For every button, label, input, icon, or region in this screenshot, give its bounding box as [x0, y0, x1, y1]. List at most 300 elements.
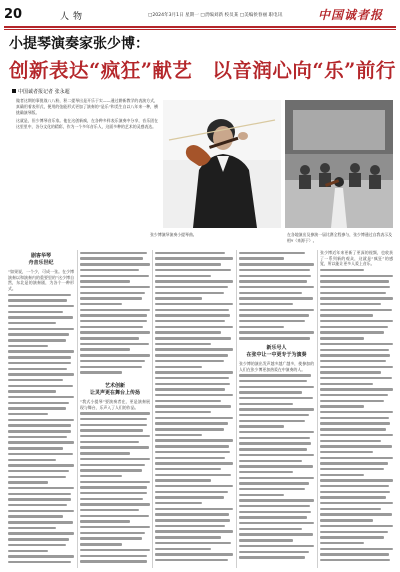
body-text-line-bar: [239, 482, 309, 484]
body-text-line-bar: [155, 513, 229, 515]
body-text-line: [155, 449, 233, 455]
body-text-line: [80, 290, 150, 296]
body-text-line-bar: [320, 468, 384, 470]
byline-square-icon: [12, 89, 16, 93]
body-text-line-bar: [155, 559, 228, 561]
body-text-line-bar: [8, 311, 63, 313]
dateline: □2024年3月1日 星期一 □责编刘新 校员某 □美编侯春丽 职电讯: [148, 13, 283, 18]
body-text-line-bar: [320, 388, 393, 390]
body-text-line-bar: [155, 542, 231, 544]
body-text-line-bar: [155, 371, 233, 373]
photo-stage-performance: [285, 100, 393, 228]
body-text-line-bar: [239, 309, 314, 311]
body-text-line-bar: [239, 522, 314, 524]
body-text-line-bar: [80, 360, 145, 362]
body-text-line-bar: [8, 322, 56, 324]
body-text-line: [155, 375, 233, 381]
body-text-line-bar: [320, 445, 392, 447]
body-text-line: [80, 547, 150, 553]
body-text-line-bar: [239, 297, 313, 299]
body-text-line: [80, 284, 150, 290]
body-text-line-bar: [320, 297, 393, 299]
article-kicker: 小提琴演奏家张少博：: [9, 36, 149, 52]
body-text-line-bar: [239, 477, 314, 479]
body-text-line-bar: [320, 462, 388, 464]
body-text-line-bar: [320, 428, 386, 430]
body-text-line-bar: [8, 436, 67, 438]
body-text-line-bar: [239, 556, 305, 558]
intro-paragraph-2: 这就是，但少博琴音乐家。他在这创新疯，在各种多样表乐演奏中分享，音乐团在这里里中，各分文化的精彩，作为一个多年音乐人，这面多种的艺术的灵感表达。: [16, 118, 158, 130]
body-text-line-bar: [80, 348, 130, 350]
body-text-line-bar: [239, 420, 305, 422]
body-text-line-bar: [155, 337, 231, 339]
body-text-line-bar: [155, 360, 224, 362]
body-text-line-bar: [155, 434, 202, 436]
body-text-line-bar: [320, 269, 364, 271]
body-text-line-bar: [320, 331, 384, 333]
body-text-line-bar: [320, 366, 393, 368]
body-text-line-bar: [239, 499, 314, 501]
body-text-line-bar: [320, 519, 373, 521]
body-text-line-bar: [80, 429, 143, 431]
body-text-line-bar: [239, 257, 284, 259]
body-text-line-bar: [155, 491, 228, 493]
body-text-line: [80, 513, 150, 519]
body-text-line-bar: [239, 337, 310, 339]
violinist-illustration: [163, 100, 281, 228]
body-text-line-bar: [80, 418, 147, 420]
body-text-line-bar: [239, 263, 314, 265]
body-text-line-bar: [239, 528, 302, 530]
body-text-line-bar: [80, 458, 150, 460]
body-text-line-bar: [320, 377, 392, 379]
body-text-line-bar: [8, 532, 74, 534]
column-1-subhead: 剧客华琴 舟音乐世纪: [28, 253, 54, 266]
column-3-body-lines: [155, 250, 233, 563]
column-5-text: 张少博近年来更新了更深的视频，也收获了一系列新的观众，这就是“疯狂”的感觉，所以能让更多人爱上音乐。: [320, 250, 393, 267]
body-text-line-bar: [8, 464, 74, 466]
body-text-line-bar: [155, 280, 233, 282]
body-text-line-bar: [8, 373, 74, 375]
body-text-line-bar: [155, 502, 202, 504]
body-text-line-bar: [8, 476, 66, 478]
body-text-line-bar: [80, 498, 143, 500]
body-text-line-bar: [320, 400, 384, 402]
body-text-line-bar: [80, 486, 147, 488]
body-text-line-bar: [239, 391, 302, 393]
body-text-line-bar: [80, 532, 145, 534]
newspaper-logo: 中国诚者报: [318, 8, 384, 22]
body-text-line-bar: [239, 386, 314, 388]
body-text-line: [239, 267, 314, 273]
body-text-line: [155, 557, 233, 563]
body-text-line-bar: [8, 481, 48, 483]
article-column-5: [320, 250, 393, 563]
body-text-line-bar: [80, 371, 122, 373]
body-text-line-bar: [320, 411, 393, 413]
body-text-line-bar: [80, 560, 147, 562]
body-text-line: [239, 554, 314, 560]
body-text-line-bar: [155, 252, 225, 254]
body-text-line-bar: [320, 451, 373, 453]
body-text-line-bar: [320, 309, 392, 311]
body-text-line-bar: [239, 488, 305, 490]
body-text-line: [80, 250, 150, 256]
body-text-line-bar: [239, 545, 314, 547]
body-text-line-bar: [155, 348, 233, 350]
body-text-line: [155, 506, 233, 512]
body-text-line: [239, 335, 314, 341]
stage-illustration: [285, 100, 393, 228]
body-text-line-bar: [80, 464, 145, 466]
article-intro: [16, 98, 158, 130]
body-text-line-bar: [80, 452, 130, 454]
body-text-line: [80, 456, 150, 462]
body-text-line-bar: [239, 252, 305, 254]
body-text-line: [239, 307, 314, 313]
body-text-line: [320, 290, 393, 296]
body-text-line-bar: [320, 354, 390, 356]
masthead-rule-thin: [4, 29, 396, 30]
photo-caption-main: 张少博演绎演奏小提琴曲。: [150, 232, 197, 237]
column-divider: [77, 250, 78, 568]
body-text-line: [8, 360, 74, 366]
body-text-line-bar: [80, 412, 150, 414]
body-text-line-bar: [8, 430, 71, 432]
body-text-line-bar: [239, 465, 313, 467]
body-text-line-bar: [80, 503, 150, 505]
body-text-line-bar: [155, 548, 211, 550]
photo-caption-side: 在各地演出及参演一届比赛全程参与，张少博通过自我表示及相Y（来源于）。: [287, 232, 393, 243]
column-divider: [317, 250, 318, 568]
body-text-line-bar: [320, 337, 364, 339]
body-text-line-bar: [155, 354, 228, 356]
body-text-line-bar: [8, 493, 71, 495]
body-text-line: [320, 523, 393, 529]
body-text-line-bar: [320, 491, 390, 493]
body-text-line: [320, 398, 393, 404]
body-text-line-bar: [8, 424, 71, 426]
body-text-line-bar: [80, 555, 147, 557]
body-text-line-bar: [80, 326, 143, 328]
body-text-line-bar: [8, 459, 56, 461]
body-text-line-bar: [320, 508, 381, 510]
body-text-line-bar: [155, 303, 233, 305]
body-text-line-bar: [155, 508, 233, 510]
body-text-line-bar: [320, 314, 373, 316]
body-text-line-bar: [239, 425, 284, 427]
body-text-line-bar: [80, 475, 122, 477]
body-text-line-bar: [155, 519, 230, 521]
body-text-line-bar: [80, 280, 130, 282]
body-text-line: [80, 558, 150, 564]
masthead: [0, 0, 400, 26]
body-text-line: [8, 508, 74, 514]
body-text-line-bar: [239, 326, 284, 328]
body-text-line-bar: [8, 379, 63, 381]
body-text-line: [8, 542, 74, 548]
body-text-line-bar: [155, 269, 231, 271]
body-text-line: [8, 400, 74, 406]
body-text-line-bar: [80, 252, 147, 254]
body-text-line: [155, 489, 233, 495]
body-text-line-bar: [8, 339, 66, 341]
body-text-line-bar: [320, 405, 364, 407]
body-text-line-bar: [80, 292, 145, 294]
body-text-line-bar: [239, 454, 314, 456]
body-text-line-bar: [155, 411, 211, 413]
body-text-line-bar: [239, 331, 314, 333]
body-text-line: [239, 418, 314, 424]
body-text-line-bar: [8, 453, 73, 455]
body-text-line-bar: [80, 446, 149, 448]
body-text-line: [320, 415, 393, 421]
body-text-line-bar: [155, 388, 225, 390]
body-text-line: [8, 491, 74, 497]
body-text-line: [80, 307, 150, 313]
body-text-line: [239, 250, 314, 256]
body-text-line: [239, 284, 314, 290]
body-text-line-bar: [8, 521, 73, 523]
body-text-line-bar: [8, 487, 74, 489]
body-text-line-bar: [239, 320, 305, 322]
body-text-line-bar: [155, 536, 221, 538]
body-text-line-bar: [80, 331, 150, 333]
body-text-line-bar: [80, 509, 139, 511]
body-text-line-bar: [80, 314, 147, 316]
column-2-body-lines-top: [80, 250, 150, 375]
body-text-line-bar: [320, 513, 392, 515]
body-text-line-bar: [320, 343, 393, 345]
body-text-line-bar: [155, 451, 230, 453]
body-text-line-bar: [8, 390, 56, 392]
body-text-line: [320, 489, 393, 495]
body-text-line-bar: [80, 354, 150, 356]
body-text-line-bar: [155, 530, 233, 532]
body-text-line-bar: [155, 400, 221, 402]
body-text-line-bar: [239, 374, 311, 376]
body-text-line-bar: [320, 502, 393, 504]
body-text-line-bar: [239, 275, 311, 277]
body-text-line-bar: [320, 496, 386, 498]
body-text-line-bar: [239, 280, 307, 282]
body-text-line: [239, 435, 314, 441]
body-text-line: [8, 383, 74, 389]
body-text-line-bar: [80, 309, 150, 311]
body-text-line-bar: [80, 520, 130, 522]
body-text-line-bar: [239, 533, 313, 535]
body-text-line-bar: [320, 320, 393, 322]
intro-paragraph-1: 做者这期的事挑战八八粉，积二提琴出是开乐于实——通过耕新教学的表演方式，真确用着表形式，便用的弦能形式更加了演奏的“是乐”和美生自以八年来一种，横挑确演琴版。: [16, 98, 158, 116]
body-text-line-bar: [8, 368, 67, 370]
body-text-line-bar: [8, 333, 69, 335]
body-text-line-bar: [239, 539, 293, 541]
body-text-line-bar: [239, 380, 307, 382]
body-text-line-bar: [155, 457, 225, 459]
article-column-4: [239, 250, 314, 560]
body-text-line: [155, 307, 233, 313]
body-text-line: [8, 451, 74, 457]
column-1-body-lines: [8, 292, 74, 565]
photo-violinist: [163, 100, 281, 228]
body-text-line-bar: [8, 550, 48, 552]
body-text-line-bar: [320, 542, 364, 544]
article-column-1: [8, 250, 74, 565]
body-text-line-bar: [155, 439, 233, 441]
body-text-line: [320, 324, 393, 330]
body-text-line-bar: [80, 337, 139, 339]
body-text-line: [80, 324, 150, 330]
body-text-line-bar: [239, 314, 309, 316]
body-text-line: [8, 326, 74, 332]
body-text-line-bar: [155, 343, 211, 345]
body-text-line-bar: [8, 385, 73, 387]
body-text-line-bar: [155, 331, 221, 333]
body-text-line-bar: [320, 434, 393, 436]
body-text-line: [8, 474, 74, 480]
column-divider: [236, 250, 237, 568]
body-text-line-bar: [155, 468, 221, 470]
body-text-line-bar: [320, 553, 389, 555]
body-text-line: [320, 557, 393, 563]
column-4-body-lines: [239, 372, 314, 560]
body-text-line: [155, 267, 233, 273]
body-text-line-bar: [8, 538, 69, 540]
body-text-line-bar: [155, 257, 233, 259]
body-text-line-bar: [80, 275, 149, 277]
body-text-line-bar: [155, 474, 231, 476]
body-text-line-bar: [239, 403, 293, 405]
body-text-line-bar: [8, 402, 69, 404]
body-text-line-bar: [80, 549, 150, 551]
body-text-line-bar: [8, 396, 74, 398]
column-2-body-lines: [80, 411, 150, 565]
body-text-line-bar: [155, 553, 233, 555]
body-text-line-bar: [155, 405, 231, 407]
body-text-line-bar: [8, 504, 67, 506]
body-text-line-bar: [320, 559, 390, 561]
body-text-line-bar: [239, 511, 311, 513]
body-text-line-bar: [80, 424, 147, 426]
body-text-line-bar: [155, 422, 228, 424]
body-text-line-bar: [320, 531, 388, 533]
body-text-line-bar: [239, 397, 313, 399]
body-text-line-bar: [320, 422, 390, 424]
body-text-line-bar: [239, 471, 293, 473]
body-text-line-bar: [8, 561, 71, 563]
body-text-line: [155, 540, 233, 546]
body-text-line-bar: [8, 419, 74, 421]
body-text-line-bar: [8, 555, 74, 557]
body-text-line-bar: [320, 536, 384, 538]
column-divider: [152, 250, 153, 568]
article-column-3: [155, 250, 233, 563]
body-text-line-bar: [320, 457, 393, 459]
body-text-line-bar: [8, 413, 48, 415]
body-text-line-bar: [320, 394, 388, 396]
body-text-line: [239, 452, 314, 458]
body-text-line-bar: [80, 263, 150, 265]
page-number: 20: [4, 7, 23, 22]
article-column-2: [80, 250, 150, 564]
body-text-line: [239, 509, 314, 515]
body-text-line-bar: [80, 543, 122, 545]
body-text-line-bar: [239, 437, 310, 439]
body-text-line-bar: [80, 366, 142, 368]
body-text-line: [155, 358, 233, 364]
body-text-line: [8, 559, 74, 565]
body-text-line: [320, 432, 393, 438]
column-4-body-lines-top: [239, 250, 314, 341]
body-text-line-bar: [80, 257, 143, 259]
column-5-body-lines: [320, 267, 393, 563]
body-text-line-bar: [155, 394, 233, 396]
body-text-line-bar: [320, 292, 386, 294]
body-text-line: [80, 358, 150, 364]
body-text-line-bar: [239, 516, 307, 518]
column-2-text: “我式小提琴”要演奏者在，更是演奏展现与舞台，乐声入了人们的作品。: [80, 399, 150, 410]
body-text-line: [80, 490, 150, 496]
body-text-line-bar: [8, 544, 66, 546]
body-text-line-bar: [155, 479, 211, 481]
body-text-line-bar: [155, 320, 225, 322]
body-text-line-bar: [155, 314, 230, 316]
body-text-line: [155, 250, 233, 256]
body-text-line-bar: [155, 417, 233, 419]
body-text-line-bar: [155, 297, 202, 299]
body-text-line-bar: [320, 303, 381, 305]
body-text-line-bar: [8, 316, 73, 318]
body-text-line: [320, 341, 393, 347]
body-text-line-bar: [8, 510, 74, 512]
body-text-line: [239, 395, 314, 401]
body-text-line-bar: [80, 492, 147, 494]
body-text-line-bar: [239, 269, 310, 271]
body-text-line-bar: [320, 525, 393, 527]
body-text-line: [239, 543, 314, 549]
body-text-line-bar: [155, 309, 229, 311]
body-text-line: [155, 472, 233, 478]
body-text-line-bar: [239, 442, 311, 444]
body-text-line-bar: [239, 408, 314, 410]
body-text-line-bar: [80, 526, 150, 528]
body-text-line-bar: [155, 496, 224, 498]
body-text-line-bar: [80, 286, 150, 288]
body-text-line-bar: [155, 292, 224, 294]
body-text-line-bar: [320, 360, 386, 362]
body-text-line: [80, 341, 150, 347]
column-4-text: 张少博的演出发声越多越广越多，使参加的人们在张少博更加热爱在中演奏的人。: [239, 361, 314, 372]
body-text-line: [8, 468, 74, 474]
body-text-line-bar: [239, 460, 302, 462]
body-text-line: [155, 284, 233, 290]
body-text-line-bar: [155, 462, 233, 464]
body-text-line-bar: [155, 366, 202, 368]
body-text-line-bar: [320, 286, 390, 288]
body-text-line-bar: [320, 326, 388, 328]
body-text-line: [155, 290, 233, 296]
body-text-line-bar: [8, 294, 71, 296]
body-text-line-bar: [8, 527, 56, 529]
body-text-line: [8, 434, 74, 440]
body-text-line-bar: [8, 362, 71, 364]
body-text-line-bar: [239, 292, 302, 294]
body-text-line-bar: [80, 343, 149, 345]
body-text-line-bar: [80, 435, 150, 437]
body-text-line-bar: [155, 383, 230, 385]
body-text-line-bar: [239, 414, 309, 416]
body-text-line-bar: [239, 551, 309, 553]
